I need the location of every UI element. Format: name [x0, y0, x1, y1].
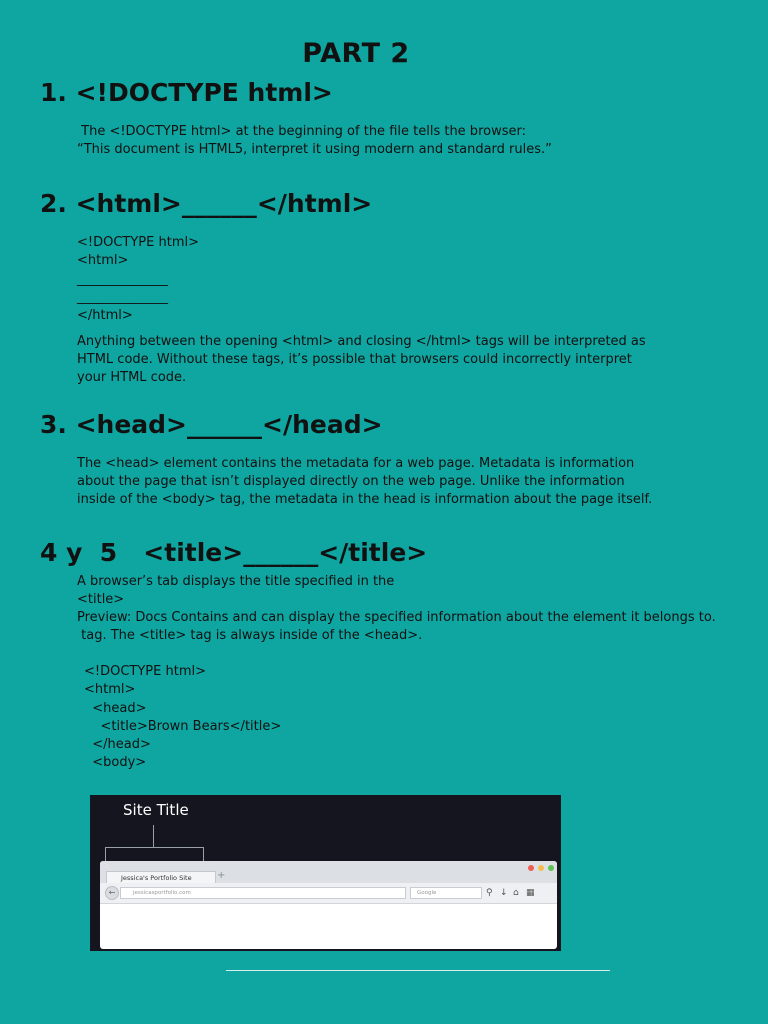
menu-icon: ▦: [526, 888, 535, 898]
new-tab-icon: +: [217, 870, 226, 881]
browser-tab: Jessica's Portfolio Site: [106, 871, 216, 884]
minimize-dot-icon: [538, 865, 544, 871]
part-title: PART 2: [302, 38, 410, 69]
section-1-heading: 1. <!DOCTYPE html>: [40, 78, 333, 107]
section-2-text: Anything between the opening <html> and closing </html> tags will be interpreted as HTML code. Without these tags, it’s possible that browsers could incorrectly interpret your HTML code.: [77, 334, 646, 385]
download-icon: ↓: [500, 888, 508, 898]
callout-line: [153, 825, 154, 847]
section-2-code: <!DOCTYPE html> <html> ______________ ______________ </html>: [77, 235, 199, 324]
section-3-heading: 3. <head>______</head>: [40, 410, 383, 439]
browser-window: [100, 861, 557, 949]
back-arrow-icon: ←: [105, 886, 119, 900]
browser-toolbar: [100, 883, 557, 904]
url-bar: jessicasportfolio.com: [120, 887, 406, 899]
section-4-code: <!DOCTYPE html> <html> <head> <title>Brown Bears</title> </head> <body>: [84, 664, 282, 771]
callout-bracket: [105, 847, 204, 862]
section-3-text: The <head> element contains the metadata for a web page. Metadata is information about the page that isn’t displayed directly on the web page. Unlike the information inside of the <body> tag, the metadata in the head is information about the page itself.: [77, 456, 653, 507]
section-4-text: A browser’s tab displays the title specified in the <title> Preview: Docs Contains and can display the specified information about the element it belongs to. tag. The <title> tag is always inside of the <head>.: [77, 574, 716, 643]
footer-divider: [226, 970, 610, 971]
browser-title-screenshot: [90, 795, 561, 951]
browser-tab-strip: [100, 861, 557, 883]
section-4-heading: 4 y 5 <title>______</title>: [40, 538, 428, 567]
site-title-label: Site Title: [123, 801, 189, 819]
maximize-dot-icon: [548, 865, 554, 871]
home-icon: ⌂: [513, 888, 519, 898]
section-1-text: The <!DOCTYPE html> at the beginning of the file tells the browser: “This document is HTML5, interpret it using modern and standard rules.”: [77, 124, 552, 157]
search-icon: ⚲: [486, 888, 493, 898]
search-box: Google: [410, 887, 482, 899]
section-2-heading: 2. <html>______</html>: [40, 189, 373, 218]
close-dot-icon: [528, 865, 534, 871]
